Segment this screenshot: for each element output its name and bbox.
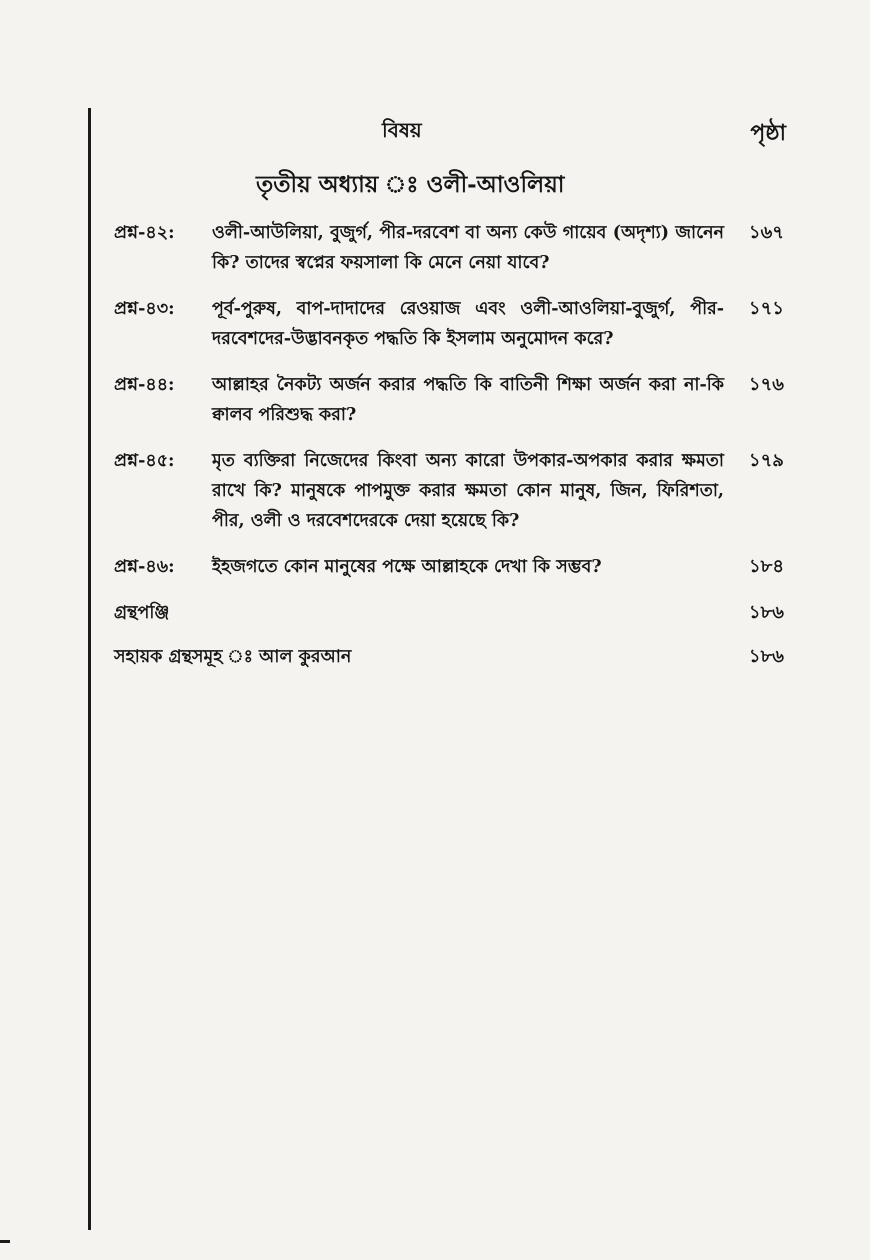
toc-entry-references: [114, 642, 784, 672]
subject-column-label: বিষয়: [382, 118, 422, 142]
question-text: আল্লাহর নৈকট্য অর্জন করার পদ্ধতি কি বাতিনী শিক্ষা অর্জন করা না-কি ক্বালব পরিশুদ্ধ করা?: [212, 375, 724, 425]
question-number: প্রশ্ন-৪৬:: [114, 557, 175, 577]
page-number: ১৭১: [748, 298, 784, 319]
page-number: ১৭৬: [748, 374, 784, 395]
toc-entry: [114, 294, 784, 354]
toc-entries: [114, 218, 784, 686]
references-label: সহায়ক গ্রন্থসমূহ ঃ আল কুরআন: [114, 647, 352, 667]
question-text: মৃত ব্যক্তিরা নিজেদের কিংবা অন্য কারো উপকার-অপকার করার ক্ষমতা রাখে কি? মানুষকে পাপমুক্ত করার ক্ষমতা কোন মানুষ, জিন, ফিরিশতা, পীর, ওলী ও দরবেশদেরকে দেয়া হয়েছে কি?: [212, 451, 724, 531]
chapter-title: তৃতীয় অধ্যায় ঃ ওলী-আওলিয়া: [256, 171, 565, 198]
toc-entry: [114, 446, 784, 536]
question-number: প্রশ্ন-৪৩:: [114, 299, 175, 319]
page-number: ১৮৬: [748, 646, 784, 667]
margin-rule: [88, 108, 91, 1230]
question-number: প্রশ্ন-৪২:: [114, 223, 175, 243]
page-number: ১৮৬: [748, 602, 784, 623]
page-number: ১৮৪: [748, 556, 784, 577]
edge-mark: [0, 1240, 10, 1243]
question-text: ওলী-আউলিয়া, বুজুর্গ, পীর-দরবেশ বা অন্য কেউ গায়েব (অদৃশ্য) জানেন কি? তাদের স্বপ্নের ফয়সালা কি মেনে নেয়া যাবে?: [212, 223, 724, 273]
toc-entry: [114, 552, 784, 582]
toc-entry: [114, 218, 784, 278]
page-number: ১৭৯: [748, 450, 784, 471]
page-number: ১৬৭: [748, 222, 784, 243]
page-column-label: পৃষ্ঠা: [750, 120, 786, 146]
toc-header: [110, 116, 786, 156]
question-text: পূর্ব-পুরুষ, বাপ-দাদাদের রেওয়াজ এবং ওলী-আওলিয়া-বুজুর্গ, পীর-দরবেশদের-উদ্ভাবনকৃত পদ্ধতি কি ইসলাম অনুমোদন করে?: [212, 299, 724, 349]
question-number: প্রশ্ন-৪৪:: [114, 375, 175, 395]
toc-entry: [114, 370, 784, 430]
question-text: ইহজগতে কোন মানুষের পক্ষে আল্লাহকে দেখা কি সম্ভব?: [212, 557, 602, 577]
bibliography-label: গ্রন্থপঞ্জি: [114, 603, 170, 623]
question-number: প্রশ্ন-৪৫:: [114, 451, 175, 471]
toc-entry-bibliography: [114, 598, 784, 628]
